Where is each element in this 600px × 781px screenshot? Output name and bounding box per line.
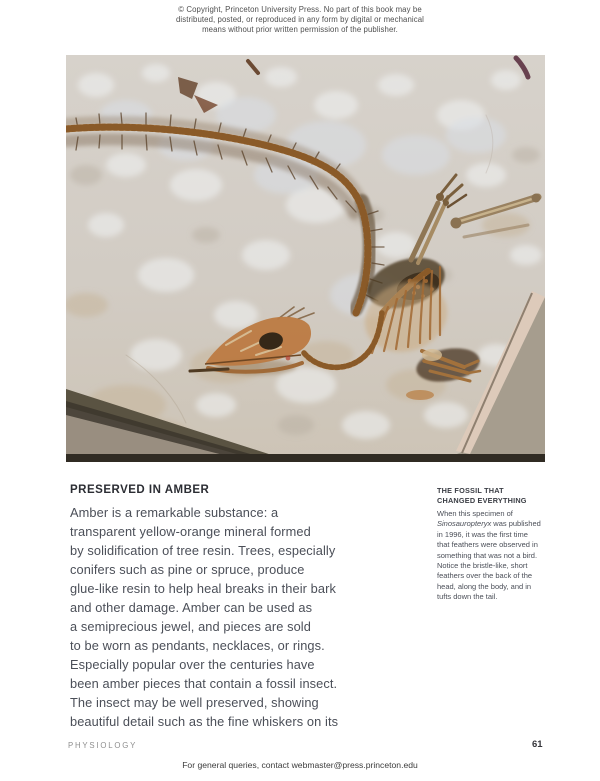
- text-line: Amber is a remarkable substance: a: [70, 505, 279, 520]
- text-line: something that was not a bird.: [437, 550, 538, 560]
- species-name: Sinosauropteryx: [437, 519, 492, 529]
- text-line: to be worn as pendants, necklaces, or rings.: [70, 638, 325, 653]
- text-line: means without prior written permission of the publisher.: [202, 25, 398, 35]
- text-line: transparent yellow-orange mineral formed: [70, 524, 311, 539]
- text-line: When this specimen of: [437, 509, 513, 518]
- text-line: feathers over the back of the: [437, 571, 533, 581]
- running-head: PHYSIOLOGY: [68, 741, 138, 750]
- text-line: distributed, posted, or reproduced in any form by digital or mechanical: [175, 15, 425, 25]
- caption-title: [437, 486, 545, 506]
- copyright-notice: [0, 5, 600, 36]
- jaw-bone: [190, 369, 228, 371]
- text-line: Notice the bristle-like, short: [437, 561, 528, 571]
- section-heading: PRESERVED IN AMBER: [70, 484, 210, 496]
- text-line: © Copyright, Princeton University Press. No part of this book may be: [178, 5, 422, 14]
- text-line: Especially popular over the centuries have: [70, 657, 315, 672]
- text-line: glue-like resin to help heal breaks in their bark: [70, 581, 336, 596]
- text-line: [437, 519, 545, 529]
- text-line: tufts down the tail.: [437, 592, 498, 602]
- contact-line: For general queries, contact webmaster@press.princeton.edu: [182, 760, 418, 770]
- text-segment: was published: [491, 519, 541, 529]
- text-line: THE FOSSIL THAT: [437, 486, 504, 495]
- jaw-hinge-spot: [286, 356, 291, 361]
- text-line: conifers such as pine or spruce, produce: [70, 562, 305, 577]
- text-line: head, along the body, and in: [437, 581, 532, 591]
- fossil-photo: [66, 55, 545, 462]
- text-line: been amber pieces that contain a fossil insect.: [70, 676, 338, 691]
- text-line: a semiprecious jewel, and pieces are sold: [70, 619, 311, 634]
- text-line: CHANGED EVERYTHING: [437, 496, 527, 505]
- text-line: and other damage. Amber can be used as: [70, 600, 313, 615]
- page-number: 61: [532, 739, 543, 750]
- text-line: The insect may be well preserved, showing: [70, 695, 319, 710]
- text-line: beautiful detail such as the fine whiskers on its: [70, 714, 339, 729]
- photo-caption: [437, 486, 545, 603]
- fossil-illustration: [66, 55, 545, 462]
- text-line: by solidification of tree resin. Trees, especially: [70, 543, 336, 558]
- body-paragraph: [70, 503, 390, 731]
- text-line: that feathers were observed in: [437, 540, 538, 550]
- text-line: in 1996, it was the first time: [437, 529, 528, 539]
- caption-body: [437, 509, 545, 603]
- photo-bottom-shadow: [66, 454, 545, 462]
